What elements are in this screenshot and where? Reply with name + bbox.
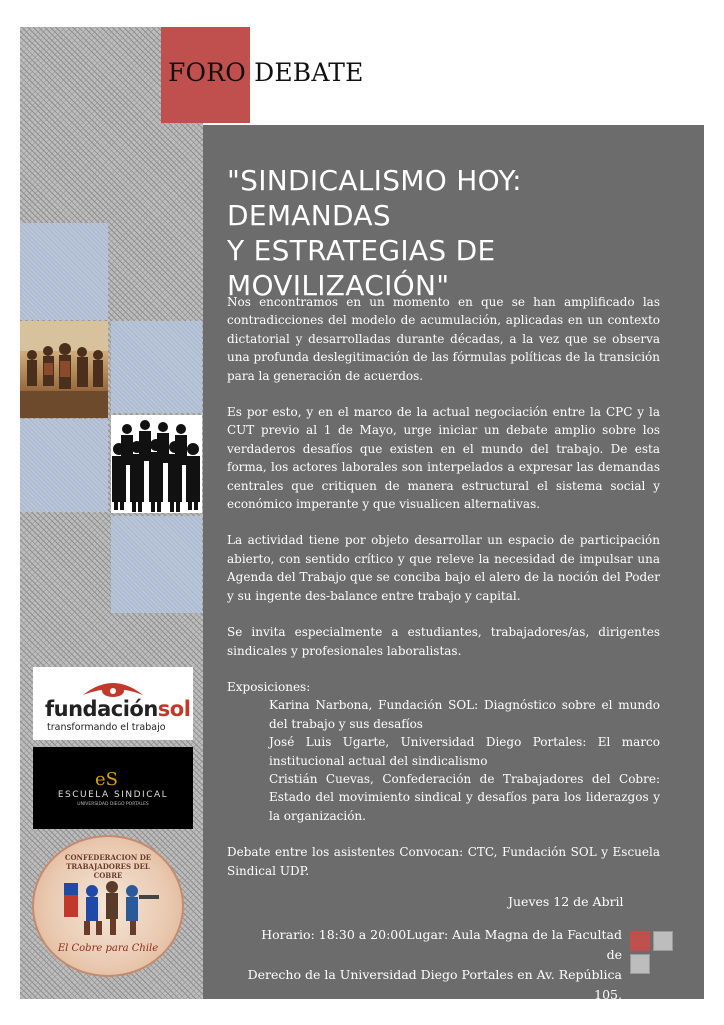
paragraph-1: Nos encontramos en un momento en que se han amplificado las contradicciones del modelo de acumulación, aplicadas en un contexto dictatorial y desarrolladas durante décadas, a la vez que se observa una profunda deslegitimación de las fórmulas políticas de la transición para la generación de acuerdos. (227, 295, 660, 383)
event-schedule-location (246, 925, 622, 1025)
decorative-tile (111, 321, 202, 413)
escuela-name: ESCUELA SINDICAL (57, 790, 169, 800)
decorative-square (630, 954, 650, 974)
decorative-tile (111, 516, 202, 613)
fundacion-sol-logo (33, 667, 193, 740)
event-title (227, 163, 687, 303)
exposicion-item: Cristián Cuevas, Confederación de Trabajadores del Cobre: Estado del movimiento sindical y desafíos para los liderazgos y la organización. (269, 771, 660, 823)
poster (20, 27, 704, 1022)
confederacion-cobre-logo (32, 835, 184, 977)
escuela-mark: eS (95, 769, 118, 790)
exposicion-item: Karina Narbona, Fundación SOL: Diagnóstico sobre el mundo del trabajo y sus desafíos (269, 698, 660, 731)
fundacion-tagline: transformando el trabajo (47, 722, 166, 733)
event-date: Jueves 12 de Abril (508, 894, 624, 909)
cobre-top-text: CONFEDERACION DE TRABAJADORES DEL COBRE (64, 853, 152, 880)
decorative-tile (20, 419, 108, 512)
paragraph-4: Se invita especialmente a estudiantes, trabajadores/as, dirigentes sindicales y profesionales laboralistas. (227, 625, 660, 658)
paragraph-3: La actividad tiene por objeto desarrollar un espacio de participación abierto, con sentido crítico y que releve la necesidad de impulsar una Agenda del Trabajo que se conciba bajo el alero de la noción del Poder y su ingente des-balance entre trabajo y capital. (227, 533, 660, 603)
title-line-2: Y ESTRATEGIAS DE (227, 234, 496, 267)
escuela-sindical-logo (33, 747, 193, 829)
schedule-line-1: Horario: 18:30 a 20:00Lugar: Aula Magna de la Facultad de (261, 927, 622, 962)
cobre-workers-illustration (34, 837, 182, 975)
foro-debate-heading: FORO DEBATE (168, 58, 364, 87)
silhouette-crowd-image (111, 415, 202, 513)
fundacion-text: fundación (45, 697, 158, 721)
decorative-square (653, 954, 673, 974)
event-description (227, 293, 660, 880)
exposiciones-heading: Exposiciones: (227, 679, 311, 694)
workers-painting-image (20, 321, 108, 418)
decorative-tile (20, 223, 108, 320)
cobre-bottom-text: El Cobre para Chile (57, 943, 159, 954)
title-line-1: "SINDICALISMO HOY: DEMANDAS (227, 164, 522, 232)
debate-convocan: Debate entre los asistentes Convocan: CTC, Fundación SOL y Escuela Sindical UDP. (227, 845, 660, 878)
paragraph-2: Es por esto, y en el marco de la actual negociación entre la CPC y la CUT previo al 1 de Mayo, urge iniciar un debate amplio sobre los verdaderos desafíos que existen en el mundo del trabajo. De esta forma, los actores laborales son interpelados a expresar las demandas centrales que critiquen de manera estructural el sistema social y económico imperante y que visualicen alternativas. (227, 405, 660, 512)
schedule-line-2: Derecho de la Universidad Diego Portales en Av. República 105, (247, 967, 622, 1002)
exposicion-item: José Luis Ugarte, Universidad Diego Portales: El marco institucional actual del sindicalismo (269, 735, 660, 768)
decorative-square (630, 931, 650, 951)
escuela-sub: UNIVERSIDAD DIEGO PORTALES (77, 802, 149, 807)
schedule-line-3: Santiago. Metro República. (448, 1007, 622, 1022)
decorative-square (653, 931, 673, 951)
sol-text: sol (157, 697, 191, 721)
title-line-3: MOVILIZACIÓN" (227, 269, 450, 302)
